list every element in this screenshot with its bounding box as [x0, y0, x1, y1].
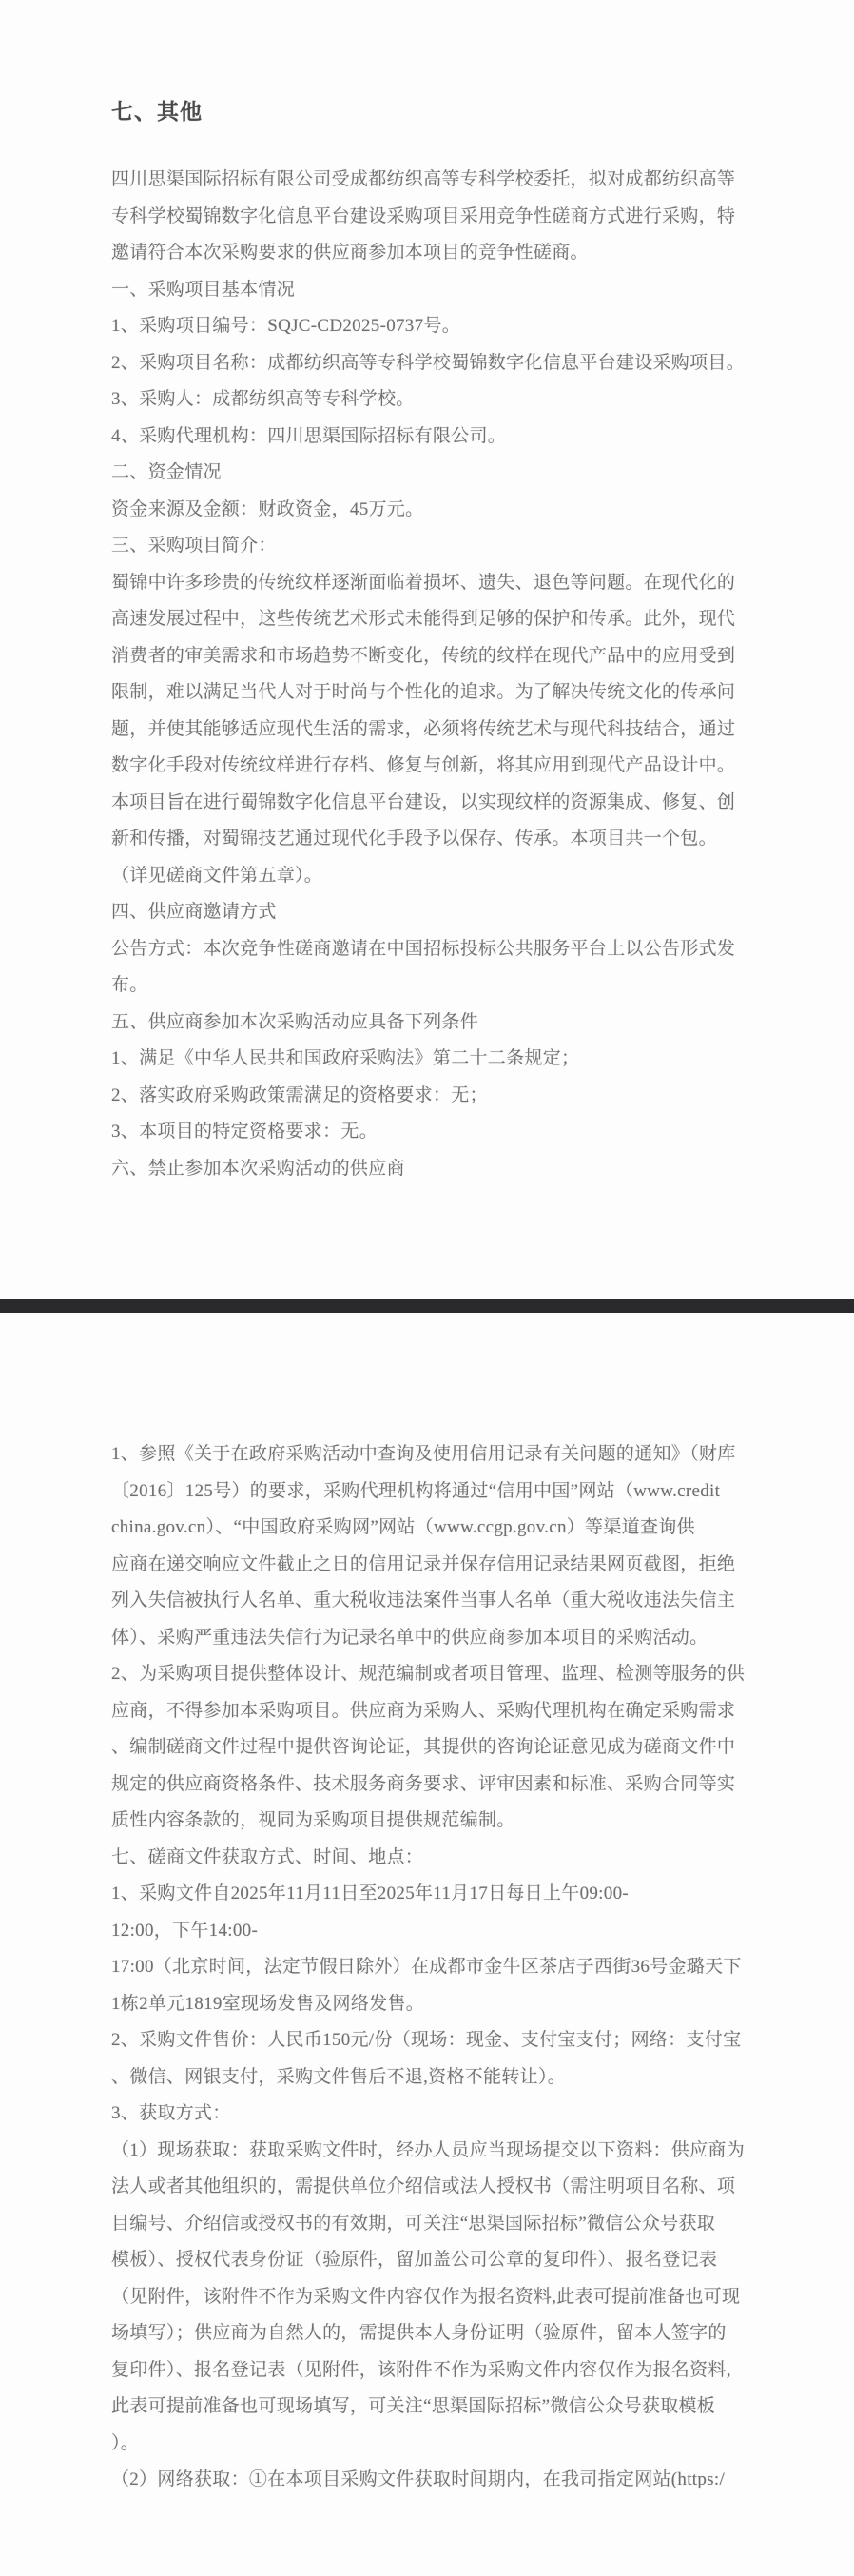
text-line: 资金来源及金额：财政资金，45万元。 — [111, 498, 424, 519]
text-line: 四川思渠国际招标有限公司受成都纺织高等专科学校委托，拟对成都纺织高等 — [111, 169, 736, 189]
text-line: 4、采购代理机构：四川思渠国际招标有限公司。 — [111, 425, 507, 446]
text-line: 新和传播，对蜀锦技艺通过现代化手段予以保存、传承。本项目共一个包。 — [111, 829, 717, 849]
text-line: 〔2016〕125号）的要求，采购代理机构将通过“信用中国”网站（www.credit — [111, 1480, 721, 1501]
text-line: 复印件）、报名登记表（见附件，该附件不作为采购文件内容仅作为报名资料, — [111, 2359, 731, 2380]
text-line: 六、禁止参加本次采购活动的供应商 — [111, 1158, 405, 1179]
text-line: 3、获取方式： — [111, 2103, 231, 2123]
text-line: （2）网络获取：①在本项目采购文件获取时间期内，在我司指定网站(https:/ — [111, 2469, 726, 2489]
text-line: 公告方式：本次竞争性磋商邀请在中国招标投标公共服务平台上以公告形式发 — [111, 938, 736, 959]
page1-text-block — [111, 162, 796, 1187]
text-line: 题，并使其能够适应现代生活的需求，必须将传统艺术与现代科技结合，通过 — [111, 718, 736, 739]
text-line: 数字化手段对传统纹样进行存档、修复与创新，将其应用到现代产品设计中。 — [111, 755, 736, 775]
text-line: 质性内容条款的，视同为采购项目提供规范编制。 — [111, 1810, 515, 1830]
text-line: 1栋2单元1819室现场发售及网络发售。 — [111, 1993, 425, 2014]
text-line: 法人或者其他组织的，需提供单位介绍信或法人授权书（需注明项目名称、项 — [111, 2176, 736, 2196]
text-line: ）。 — [111, 2432, 140, 2453]
page2-text-block — [111, 1436, 796, 2499]
text-line: 专科学校蜀锦数字化信息平台建设采购项目采用竞争性磋商方式进行采购，特 — [111, 205, 736, 226]
section-heading-others: 七、其他 — [111, 100, 203, 124]
text-line: 二、资金情况 — [111, 462, 222, 482]
text-line: 2、落实政府采购政策需满足的资格要求：无； — [111, 1084, 488, 1105]
text-line: 限制，难以满足当代人对于时尚与个性化的追求。为了解决传统文化的传承问 — [111, 682, 736, 702]
text-line: 三、采购项目简介： — [111, 536, 277, 556]
text-line: 2、为采购项目提供整体设计、规范编制或者项目管理、监理、检测等服务的供 — [111, 1664, 746, 1684]
text-line: 蜀锦中许多珍贵的传统纹样逐渐面临着损坏、遗失、退色等问题。在现代化的 — [111, 572, 736, 593]
text-line: 、微信、网银支付，采购文件售后不退,资格不能转让）。 — [111, 2066, 567, 2087]
text-line: 模板）、授权代表身份证（验原件，留加盖公司公章的复印件）、报名登记表 — [111, 2250, 718, 2270]
text-line: 五、供应商参加本次采购活动应具备下列条件 — [111, 1011, 479, 1032]
text-line: 此表可提前准备也可现场填写，可关注“思渠国际招标”微信公众号获取模板 — [111, 2396, 716, 2416]
text-line: 本项目旨在进行蜀锦数字化信息平台建设，以实现纹样的资源集成、修复、创 — [111, 791, 736, 812]
text-line: 布。 — [111, 975, 148, 995]
text-line: china.gov.cn）、“中国政府采购网”网站（www.ccgp.gov.cn）等渠道查询供 — [111, 1517, 695, 1537]
text-line: 体）、采购严重违法失信行为记录名单中的供应商参加本项目的采购活动。 — [111, 1627, 708, 1648]
text-line: 应商，不得参加本采购项目。供应商为采购人、采购代理机构在确定采购需求 — [111, 1700, 736, 1721]
text-line: 一、采购项目基本情况 — [111, 279, 296, 300]
text-line: （详见磋商文件第五章）。 — [111, 865, 323, 886]
text-line: 消费者的审美需求和市场趋势不断变化，传统的纹样在现代产品中的应用受到 — [111, 645, 736, 666]
text-line: 场填写）；供应商为自然人的，需提供本人身份证明（验原件，留本人签字的 — [111, 2323, 727, 2343]
text-line: 目编号、介绍信或授权书的有效期，可关注“思渠国际招标”微信公众号获取 — [111, 2213, 716, 2234]
text-line: 规定的供应商资格条件、技术服务商务要求、评审因素和标准、采购合同等实 — [111, 1773, 736, 1794]
text-line: 四、供应商邀请方式 — [111, 902, 277, 922]
text-line: 高速发展过程中，这些传统艺术形式未能得到足够的保护和传承。此外，现代 — [111, 609, 736, 629]
text-line: 1、满足《中华人民共和国政府采购法》第二十二条规定； — [111, 1048, 580, 1068]
text-line: 3、本项目的特定资格要求：无。 — [111, 1122, 378, 1142]
text-line: 3、采购人：成都纺织高等专科学校。 — [111, 389, 415, 409]
text-line: 2、采购项目名称：成都纺织高等专科学校蜀锦数字化信息平台建设采购项目。 — [111, 352, 746, 373]
text-line: 应商在递交响应文件截止之日的信用记录并保存信用记录结果网页截图，拒绝 — [111, 1553, 736, 1574]
text-line: 17:00（北京时间，法定节假日除外）在成都市金牛区茶店子西街36号金璐天下 — [111, 1957, 742, 1977]
text-line: （1）现场获取：获取采购文件时，经办人员应当现场提交以下资料：供应商为 — [111, 2139, 746, 2160]
text-line: 、编制磋商文件过程中提供咨询论证，其提供的咨询论证意见成为磋商文件中 — [111, 1737, 736, 1757]
text-line: 12:00，下午14:00- — [111, 1920, 259, 1941]
text-line: （见附件，该附件不作为采购文件内容仅作为报名资料,此表可提前准备也可现 — [111, 2286, 741, 2307]
text-line: 2、采购文件售价：人民币150元/份（现场：现金、支付宝支付；网络：支付宝 — [111, 2030, 742, 2050]
text-line: 1、采购项目编号：SQJC-CD2025-0737号。 — [111, 316, 461, 336]
text-line: 1、采购文件自2025年11月11日至2025年11月17日每日上午09:00- — [111, 1883, 629, 1903]
text-line: 列入失信被执行人名单、重大税收违法案件当事人名单（重大税收违法失信主 — [111, 1590, 736, 1610]
text-line: 邀请符合本次采购要求的供应商参加本项目的竞争性磋商。 — [111, 243, 589, 263]
text-line: 1、参照《关于在政府采购活动中查询及使用信用记录有关问题的通知》（财库 — [111, 1444, 736, 1464]
text-line: 七、磋商文件获取方式、时间、地点： — [111, 1846, 424, 1867]
page-break-separator — [0, 1299, 854, 1313]
